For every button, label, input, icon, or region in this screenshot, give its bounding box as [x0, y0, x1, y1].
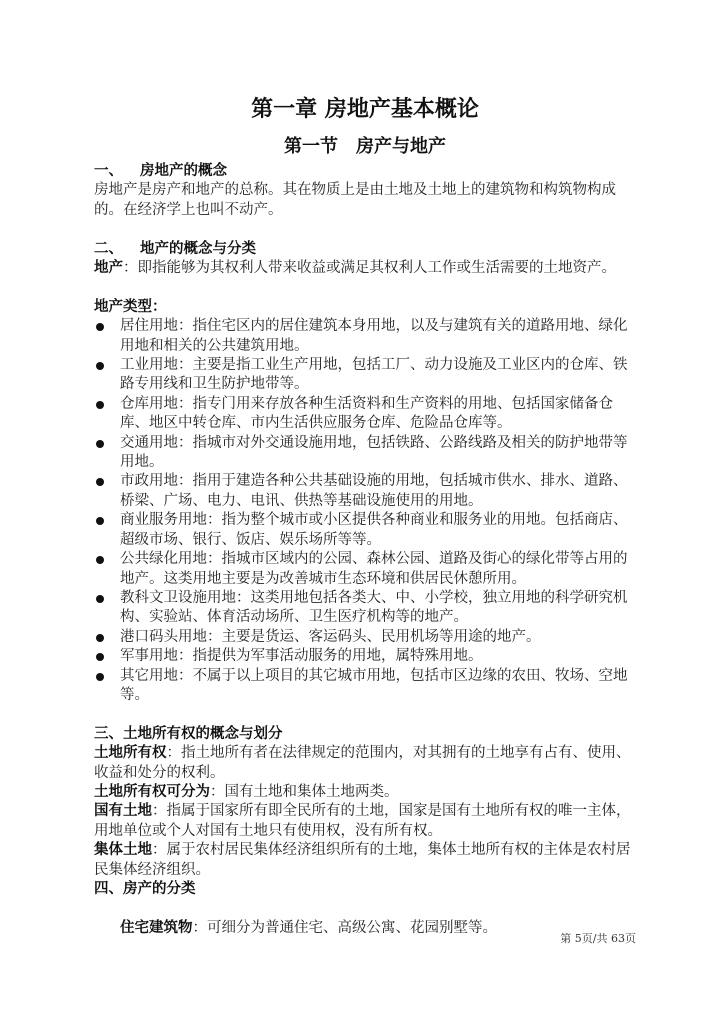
- list-item: [94, 317, 636, 356]
- document-body: [94, 162, 636, 938]
- definition: [94, 744, 636, 783]
- definition: [94, 841, 636, 880]
- list-item: [94, 395, 636, 434]
- list-item-text: 市政用地：指用于建造各种公共基础设施的用地，包括城市供水、排水、道路、桥梁、广场、电力、电讯、供热等基础设施使用的用地。: [120, 473, 628, 509]
- definition: [94, 783, 636, 802]
- list-item-text: 居住用地：指住宅区内的居住建筑本身用地，以及与建筑有关的道路用地、绿化用地和相关的公共建筑用地。: [120, 318, 628, 354]
- list-item: [94, 647, 636, 666]
- list-item-text: 交通用地：指城市对外交通设施用地，包括铁路、公路线路及相关的防护地带等用地。: [120, 434, 628, 471]
- list-item: [94, 550, 636, 589]
- heading-text: 房地产的概念: [140, 163, 227, 179]
- definition-text: ：指属于国家所有即全民所有的土地，国家是国有土地所有权的唯一主体，用地单位或个人对国有土地只有使用权，没有所有权。: [94, 803, 631, 839]
- list-item-text: 公共绿化用地：指城市区域内的公园、森林公园、道路及街心的绿化带等占用的地产。这类用地主要是为改善城市生态环境和供居民休憩所用。: [120, 551, 628, 587]
- heading-4: 四、房产的分类: [94, 880, 196, 897]
- page-number: 第 5页/共 63页: [560, 932, 636, 945]
- list-item-text: 工业用地：主要是指工业生产用地，包括工厂、动力设施及工业区内的仓库、铁路专用线和卫生防护地带等。: [120, 357, 628, 393]
- section-title: 第一节 房产与地产: [284, 136, 446, 157]
- paragraph: 房地产是房产和地产的总称。其在物质上是由土地及土地上的建筑物和构筑物构成的。在经济学上也叫不动产。: [94, 182, 616, 218]
- chapter-title: 第一章 房地产基本概论: [251, 97, 479, 122]
- heading-number: 一、: [94, 163, 123, 179]
- term: 集体土地: [94, 842, 152, 859]
- list-item-text: 军事用地：指提供为军事活动服务的用地，属特殊用地。: [120, 648, 483, 665]
- definition-text: ：指土地所有者在法律规定的范围内，对其拥有的土地享有占有、使用、收益和处分的权利。: [94, 745, 631, 781]
- list-item: [94, 667, 636, 706]
- land-types-list: [94, 317, 636, 705]
- list-item: [94, 511, 636, 550]
- heading-number: 二、: [94, 240, 123, 257]
- list-item-text: 商业服务用地：指为整个城市或小区提供各种商业和服务业的用地。包括商店、超级市场、银行、饭店、娱乐场所等等。: [120, 512, 628, 548]
- term: 国有土地: [94, 803, 152, 820]
- definition: [94, 919, 636, 938]
- list-item-text: 仓库用地：指专门用来存放各种生活资料和生产资料的用地、包括国家储备仓库、地区中转仓库、市内生活供应服务仓库、危险品仓库等。: [120, 395, 613, 432]
- definition-text: ：可细分为普通住宅、高级公寓、花园别墅等。: [192, 919, 497, 936]
- heading-1: [94, 162, 636, 181]
- term: 土地所有权: [94, 745, 167, 762]
- list-item-text: 港口码头用地：主要是货运、客运码头、民用机场等用途的地产。: [120, 628, 541, 645]
- heading-3: 三、土地所有权的概念与划分: [94, 725, 283, 742]
- heading-2: [94, 240, 636, 259]
- list-item: [94, 434, 636, 473]
- bullet-icon: [96, 595, 104, 603]
- bullet-icon: [96, 401, 104, 409]
- bullet-icon: [96, 440, 104, 448]
- bullet-icon: [96, 362, 104, 370]
- bullet-icon: [96, 673, 104, 681]
- list-item-text: 教科文卫设施用地：这类用地包括各类大、中、小学校，独立用地的科学研究机构、实验站、体育活动场所、卫生医疗机构等的地产。: [120, 589, 628, 626]
- definition-text: ：属于农村居民集体经济组织所有的土地，集体土地所有权的主体是农村居民集体经济组织。: [94, 842, 631, 878]
- bullet-icon: [96, 517, 104, 525]
- list-item: [94, 472, 636, 511]
- bullet-icon: [96, 323, 104, 331]
- heading-text: 地产的概念与分类: [140, 240, 256, 257]
- term: 土地所有权可分为: [94, 783, 210, 800]
- types-label: 地产类型：: [94, 298, 167, 315]
- term: 地产: [94, 260, 123, 277]
- list-item-text: 其它用地：不属于以上项目的其它城市用地，包括市区边缘的农田、牧场、空地等。: [120, 667, 628, 703]
- bullet-icon: [96, 478, 104, 486]
- definition-text: ：国有土地和集体土地两类。: [210, 783, 399, 800]
- definition-text: ：即指能够为其权利人带来收益或满足其权利人工作或生活需要的土地资产。: [123, 260, 616, 277]
- list-item: [94, 628, 636, 647]
- definition: [94, 259, 636, 278]
- list-item: [94, 589, 636, 628]
- bullet-icon: [96, 653, 104, 661]
- list-item: [94, 356, 636, 395]
- bullet-icon: [96, 556, 104, 564]
- bullet-icon: [96, 634, 104, 642]
- term: 住宅建筑物: [120, 919, 193, 936]
- definition: [94, 802, 636, 841]
